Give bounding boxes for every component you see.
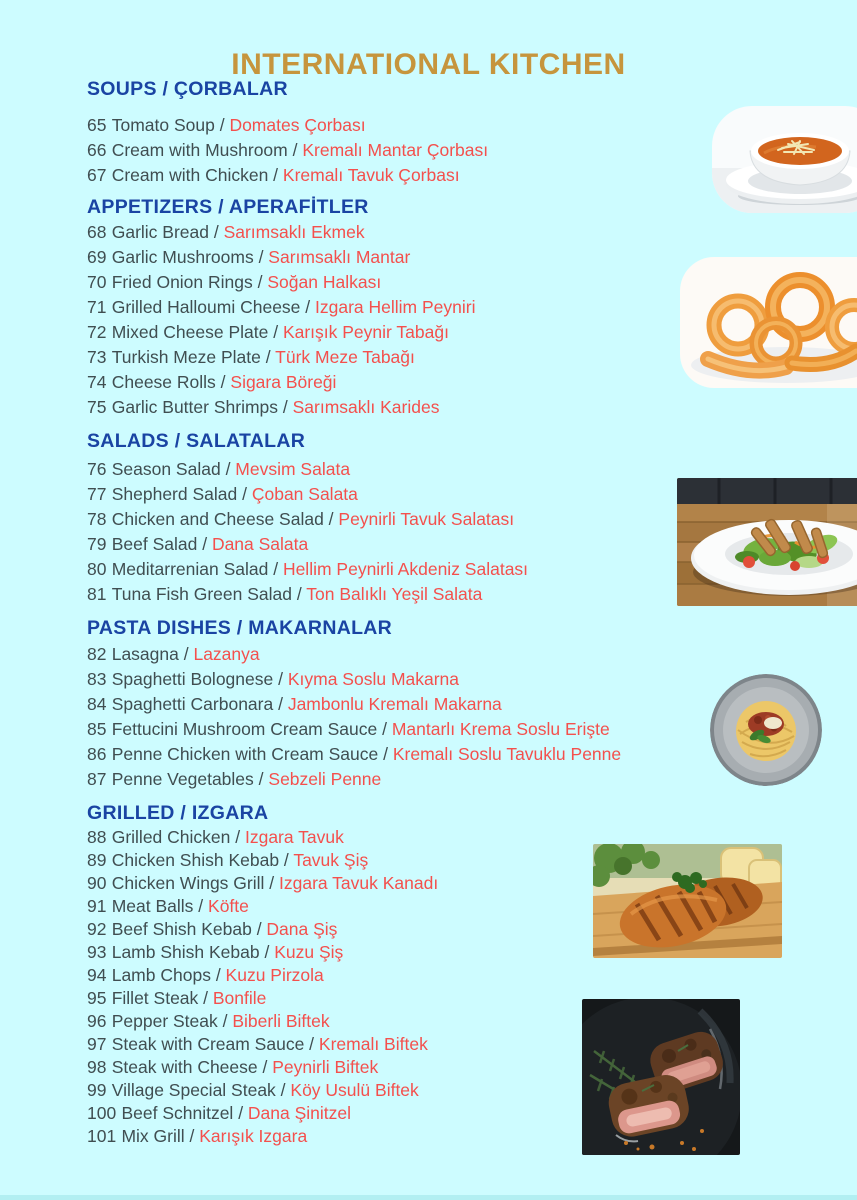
item-name-english: Steak with Cream Sauce bbox=[111, 1034, 305, 1054]
menu-item bbox=[87, 345, 727, 370]
item-separator: / bbox=[323, 509, 339, 529]
onion-rings-photo bbox=[680, 257, 857, 388]
item-name-english: Mixed Cheese Plate bbox=[111, 322, 269, 342]
item-name-turkish: Izgara Hellim Peyniri bbox=[315, 297, 476, 317]
item-separator: / bbox=[193, 896, 209, 916]
item-name-turkish: Kuzu Pirzola bbox=[225, 965, 324, 985]
item-name-turkish: Karışık Peynir Tabağı bbox=[282, 322, 449, 342]
item-separator: / bbox=[268, 322, 283, 342]
menu-item bbox=[87, 320, 727, 345]
item-number: 79 bbox=[87, 534, 107, 554]
item-name-english: Fried Onion Rings bbox=[111, 272, 253, 292]
item-separator: / bbox=[275, 1080, 291, 1100]
item-name-turkish: Kıyma Soslu Makarna bbox=[287, 669, 460, 689]
item-name-english: Beef Salad bbox=[111, 534, 198, 554]
item-separator: / bbox=[273, 694, 288, 714]
item-separator: / bbox=[279, 850, 294, 870]
item-number: 83 bbox=[87, 669, 107, 689]
item-number: 84 bbox=[87, 694, 107, 714]
item-separator: / bbox=[268, 559, 283, 579]
menu-item bbox=[87, 482, 727, 507]
item-separator: / bbox=[251, 919, 267, 939]
menu-item bbox=[87, 395, 727, 420]
item-number: 90 bbox=[87, 873, 107, 893]
item-name-english: Chicken and Cheese Salad bbox=[111, 509, 324, 529]
menu-section bbox=[87, 78, 727, 188]
item-number: 92 bbox=[87, 919, 107, 939]
tomato-soup-photo bbox=[712, 106, 857, 213]
item-name-turkish: Mantarlı Krema Soslu Erişte bbox=[391, 719, 610, 739]
item-name-english: Grilled Halloumi Cheese bbox=[111, 297, 301, 317]
item-name-turkish: Köy Usulü Biftek bbox=[290, 1080, 419, 1100]
item-separator: / bbox=[215, 372, 231, 392]
item-number: 75 bbox=[87, 397, 107, 417]
item-separator: / bbox=[253, 247, 269, 267]
item-name-english: Chicken Wings Grill bbox=[111, 873, 265, 893]
item-separator: / bbox=[198, 988, 213, 1008]
item-number: 86 bbox=[87, 744, 107, 764]
menu-item bbox=[87, 742, 727, 767]
section-header: PASTA DISHES / MAKARNALAR bbox=[87, 617, 393, 639]
item-number: 95 bbox=[87, 988, 107, 1008]
item-separator: / bbox=[268, 165, 283, 185]
section-header: SALADS / SALATALAR bbox=[87, 430, 306, 452]
menu-item bbox=[87, 507, 727, 532]
item-name-english: Turkish Meze Plate bbox=[111, 347, 261, 367]
menu-item bbox=[87, 767, 727, 792]
item-separator: / bbox=[220, 459, 236, 479]
menu-item bbox=[87, 138, 727, 163]
section-items bbox=[87, 113, 727, 188]
item-separator: / bbox=[287, 140, 303, 160]
page-title: INTERNATIONAL KITCHEN bbox=[231, 48, 626, 82]
item-separator: / bbox=[259, 942, 275, 962]
item-name-turkish: Tavuk Şiş bbox=[293, 850, 369, 870]
item-separator: / bbox=[264, 873, 279, 893]
item-number: 93 bbox=[87, 942, 107, 962]
footer-bar bbox=[0, 1195, 857, 1200]
item-separator: / bbox=[230, 827, 245, 847]
item-name-english: Spaghetti Carbonara bbox=[111, 694, 274, 714]
item-name-turkish: Dana Salata bbox=[211, 534, 309, 554]
menu-item bbox=[87, 245, 727, 270]
item-name-turkish: Mevsim Salata bbox=[235, 459, 351, 479]
item-number: 97 bbox=[87, 1034, 107, 1054]
item-separator: / bbox=[278, 397, 293, 417]
item-name-turkish: Soğan Halkası bbox=[267, 272, 382, 292]
menu-section bbox=[87, 430, 727, 607]
item-name-english: Steak with Cheese bbox=[111, 1057, 258, 1077]
item-name-english: Pepper Steak bbox=[111, 1011, 218, 1031]
item-separator: / bbox=[300, 297, 316, 317]
item-name-turkish: Türk Meze Tabağı bbox=[275, 347, 415, 367]
item-name-turkish: Kremalı Soslu Tavuklu Penne bbox=[392, 744, 622, 764]
item-name-turkish: Kuzu Şiş bbox=[274, 942, 344, 962]
item-name-english: Lamb Chops bbox=[111, 965, 211, 985]
item-name-turkish: Lazanya bbox=[193, 644, 260, 664]
item-separator: / bbox=[184, 1126, 200, 1146]
section-header: GRILLED / IZGARA bbox=[87, 802, 269, 824]
item-number: 85 bbox=[87, 719, 107, 739]
item-number: 68 bbox=[87, 222, 107, 242]
item-separator: / bbox=[217, 1011, 233, 1031]
item-name-english: Grilled Chicken bbox=[111, 827, 231, 847]
item-name-english: Tomato Soup bbox=[111, 115, 215, 135]
item-name-english: Cream with Chicken bbox=[111, 165, 269, 185]
item-name-turkish: Çoban Salata bbox=[251, 484, 358, 504]
item-name-turkish: Kremalı Mantar Çorbası bbox=[302, 140, 489, 160]
item-name-turkish: Dana Şiş bbox=[266, 919, 338, 939]
item-number: 81 bbox=[87, 584, 107, 604]
item-name-turkish: Bonfile bbox=[212, 988, 267, 1008]
item-number: 78 bbox=[87, 509, 107, 529]
item-separator: / bbox=[257, 1057, 273, 1077]
menu-item bbox=[87, 557, 727, 582]
menu-item bbox=[87, 642, 727, 667]
grilled-chicken-photo bbox=[593, 844, 782, 958]
spaghetti-photo bbox=[710, 674, 822, 786]
item-name-turkish: Karışık Izgara bbox=[199, 1126, 308, 1146]
item-name-turkish: Ton Balıklı Yeşil Salata bbox=[306, 584, 483, 604]
item-name-english: Tuna Fish Green Salad bbox=[111, 584, 292, 604]
item-name-turkish: Sarımsaklı Mantar bbox=[268, 247, 411, 267]
item-separator: / bbox=[378, 744, 393, 764]
menu-item bbox=[87, 964, 727, 987]
menu-item bbox=[87, 667, 727, 692]
item-number: 80 bbox=[87, 559, 107, 579]
item-name-english: Mix Grill bbox=[121, 1126, 185, 1146]
item-name-turkish: Peynirli Tavuk Salatası bbox=[338, 509, 515, 529]
item-name-english: Fettucini Mushroom Cream Sauce bbox=[111, 719, 378, 739]
item-separator: / bbox=[208, 222, 224, 242]
item-separator: / bbox=[178, 644, 194, 664]
menu-section bbox=[87, 196, 727, 420]
item-separator: / bbox=[253, 769, 269, 789]
item-name-english: Lamb Shish Kebab bbox=[111, 942, 260, 962]
menu-item bbox=[87, 163, 727, 188]
item-number: 82 bbox=[87, 644, 107, 664]
item-name-english: Beef Shish Kebab bbox=[111, 919, 252, 939]
item-separator: / bbox=[197, 534, 212, 554]
item-number: 98 bbox=[87, 1057, 107, 1077]
menu-item bbox=[87, 692, 727, 717]
menu-item bbox=[87, 370, 727, 395]
item-name-turkish: Kremalı Biftek bbox=[318, 1034, 428, 1054]
item-number: 89 bbox=[87, 850, 107, 870]
section-items bbox=[87, 457, 727, 607]
item-number: 70 bbox=[87, 272, 107, 292]
item-number: 66 bbox=[87, 140, 107, 160]
item-separator: / bbox=[214, 115, 230, 135]
steak-photo bbox=[582, 999, 740, 1155]
item-name-turkish: Sarımsaklı Karides bbox=[292, 397, 440, 417]
item-number: 72 bbox=[87, 322, 107, 342]
item-separator: / bbox=[304, 1034, 319, 1054]
item-name-turkish: Köfte bbox=[208, 896, 249, 916]
chicken-salad-photo bbox=[677, 478, 857, 606]
menu-sections bbox=[87, 78, 727, 1156]
item-number: 74 bbox=[87, 372, 107, 392]
item-name-english: Penne Chicken with Cream Sauce bbox=[111, 744, 379, 764]
menu-item bbox=[87, 457, 727, 482]
item-name-english: Garlic Mushrooms bbox=[111, 247, 254, 267]
item-separator: / bbox=[273, 669, 288, 689]
menu-item bbox=[87, 113, 727, 138]
item-separator: / bbox=[210, 965, 226, 985]
item-name-turkish: Jambonlu Kremalı Makarna bbox=[287, 694, 502, 714]
item-number: 100 bbox=[87, 1103, 117, 1123]
item-name-turkish: Sigara Böreği bbox=[230, 372, 337, 392]
item-name-english: Cheese Rolls bbox=[111, 372, 216, 392]
item-name-turkish: Izgara Tavuk Kanadı bbox=[279, 873, 439, 893]
item-name-turkish: Izgara Tavuk bbox=[244, 827, 344, 847]
item-number: 73 bbox=[87, 347, 107, 367]
section-items bbox=[87, 642, 727, 792]
menu-section bbox=[87, 617, 727, 792]
item-name-turkish: Domates Çorbası bbox=[229, 115, 366, 135]
item-name-turkish: Dana Şinitzel bbox=[247, 1103, 352, 1123]
item-name-english: Garlic Bread bbox=[111, 222, 209, 242]
menu-item bbox=[87, 717, 727, 742]
item-name-turkish: Peynirli Biftek bbox=[272, 1057, 379, 1077]
item-number: 65 bbox=[87, 115, 107, 135]
item-separator: / bbox=[237, 484, 252, 504]
item-number: 101 bbox=[87, 1126, 117, 1146]
item-separator: / bbox=[292, 584, 307, 604]
item-name-english: Meditarrenian Salad bbox=[111, 559, 269, 579]
item-number: 87 bbox=[87, 769, 107, 789]
item-name-turkish: Sarımsaklı Ekmek bbox=[223, 222, 365, 242]
item-name-english: Garlic Butter Shrimps bbox=[111, 397, 279, 417]
section-items bbox=[87, 220, 727, 420]
item-name-english: Shepherd Salad bbox=[111, 484, 238, 504]
section-header: SOUPS / ÇORBALAR bbox=[87, 78, 288, 100]
item-name-turkish: Hellim Peynirli Akdeniz Salatası bbox=[282, 559, 529, 579]
item-number: 77 bbox=[87, 484, 107, 504]
item-name-turkish: Kremalı Tavuk Çorbası bbox=[282, 165, 460, 185]
item-name-english: Spaghetti Bolognese bbox=[111, 669, 274, 689]
item-number: 94 bbox=[87, 965, 107, 985]
menu-item bbox=[87, 220, 727, 245]
item-number: 69 bbox=[87, 247, 107, 267]
item-separator: / bbox=[377, 719, 392, 739]
item-number: 67 bbox=[87, 165, 107, 185]
item-number: 71 bbox=[87, 297, 107, 317]
item-number: 76 bbox=[87, 459, 107, 479]
item-name-english: Lasagna bbox=[111, 644, 179, 664]
item-separator: / bbox=[252, 272, 268, 292]
item-separator: / bbox=[260, 347, 276, 367]
item-name-english: Cream with Mushroom bbox=[111, 140, 288, 160]
section-header: APPETIZERS / APERAFİTLER bbox=[87, 196, 369, 218]
item-name-english: Season Salad bbox=[111, 459, 221, 479]
menu-item bbox=[87, 295, 727, 320]
item-number: 99 bbox=[87, 1080, 107, 1100]
item-name-english: Chicken Shish Kebab bbox=[111, 850, 280, 870]
item-name-english: Beef Schnitzel bbox=[121, 1103, 234, 1123]
item-name-english: Village Special Steak bbox=[111, 1080, 276, 1100]
item-name-turkish: Sebzeli Penne bbox=[268, 769, 382, 789]
menu-item bbox=[87, 532, 727, 557]
item-name-english: Penne Vegetables bbox=[111, 769, 254, 789]
menu-item bbox=[87, 582, 727, 607]
item-name-english: Meat Balls bbox=[111, 896, 194, 916]
item-number: 96 bbox=[87, 1011, 107, 1031]
item-number: 88 bbox=[87, 827, 107, 847]
item-name-english: Fillet Steak bbox=[111, 988, 199, 1008]
item-number: 91 bbox=[87, 896, 107, 916]
item-separator: / bbox=[233, 1103, 248, 1123]
menu-item bbox=[87, 270, 727, 295]
item-name-turkish: Biberli Biftek bbox=[232, 1011, 330, 1031]
